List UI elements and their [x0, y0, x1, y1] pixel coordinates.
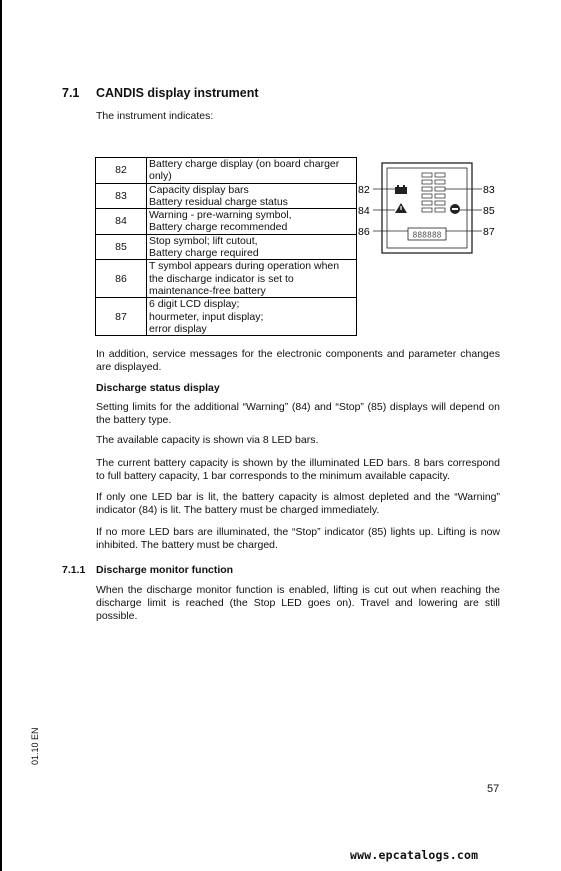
legend-row-description	[147, 209, 357, 235]
legend-row-description	[147, 158, 357, 184]
stop-symbol-icon	[450, 204, 460, 214]
legend-description-line: Warning - pre-warning symbol,	[149, 209, 292, 222]
legend-description-line: Stop symbol; lift cutout,	[149, 234, 258, 247]
legend-description-line: Battery residual charge status	[149, 195, 288, 208]
section-number: 7.1	[62, 86, 80, 100]
legend-description-line: the discharge indicator is set to	[149, 272, 294, 285]
legend-row	[96, 298, 357, 336]
legend-description-line: only)	[149, 170, 172, 183]
callout-82: 82	[358, 184, 370, 196]
legend-description-line: Battery charge display (on board charger	[149, 158, 340, 170]
legend-row	[96, 183, 357, 209]
discharge-paragraph-3: The current battery capacity is shown by the illuminated LED bars. 8 bars correspond to full battery capacity, 1 bar corresponds to the minimum available capacity.	[96, 457, 500, 482]
section-title: CANDIS display instrument	[96, 86, 259, 100]
lcd-digits: 888888	[412, 230, 442, 240]
service-paragraph: In addition, service messages for the electronic components and parameter changes are displayed.	[96, 348, 500, 373]
candis-panel-drawing	[356, 158, 501, 258]
legend-description-line: T symbol appears during operation when	[149, 260, 340, 273]
discharge-heading: Discharge status display	[96, 382, 220, 394]
discharge-paragraph-1: Setting limits for the additional “Warning” (84) and “Stop” (85) displays will depend on the battery type.	[96, 401, 500, 426]
callout-87: 87	[483, 226, 495, 238]
document-code: 01.10 EN	[30, 727, 40, 765]
legend-description-line: Battery charge required	[149, 247, 259, 260]
legend-row-number: 84	[96, 209, 147, 235]
legend-row-description	[147, 298, 357, 336]
candis-panel-figure	[356, 158, 501, 258]
legend-row	[96, 234, 357, 260]
legend-row-number: 83	[96, 183, 147, 209]
discharge-paragraph-2: The available capacity is shown via 8 LED bars.	[96, 434, 319, 446]
legend-description-line: Capacity display bars	[149, 183, 249, 196]
legend-row	[96, 260, 357, 298]
legend-row-number: 87	[96, 298, 147, 336]
legend-row	[96, 209, 357, 235]
legend-description-line: Battery charge recommended	[149, 221, 288, 234]
legend-row-description	[147, 183, 357, 209]
monitor-paragraph: When the discharge monitor function is enabled, lifting is cut out when reaching the discharge limit is reached (the Stop LED goes on). Travel and lowering are still possible.	[96, 584, 500, 622]
subsection-title: Discharge monitor function	[96, 564, 234, 576]
legend-row-number: 86	[96, 260, 147, 298]
legend-table	[95, 157, 357, 336]
legend-description-line: error display	[149, 322, 207, 335]
callout-83: 83	[483, 184, 495, 196]
intro-text: The instrument indicates:	[96, 110, 214, 122]
callout-86: 86	[358, 226, 370, 238]
footer-website-link[interactable]: www.epcatalogs.com	[350, 848, 479, 862]
discharge-paragraph-5: If no more LED bars are illuminated, the “Stop” indicator (85) lights up. Lifting is now inhibited. The battery must be charged.	[96, 526, 500, 551]
legend-row-description	[147, 234, 357, 260]
legend-row	[96, 158, 357, 184]
legend-description-line: 6 digit LCD display;	[149, 298, 240, 311]
legend-row-number: 82	[96, 158, 147, 184]
discharge-paragraph-4: If only one LED bar is lit, the battery capacity is almost depleted and the “Warning” indicator (84) is lit. The battery must be charged immediately.	[96, 491, 500, 516]
callout-84: 84	[358, 205, 370, 217]
subsection-number: 7.1.1	[62, 564, 86, 576]
legend-description-line: maintenance-free battery	[149, 284, 266, 297]
callout-85: 85	[483, 205, 495, 217]
page-left-rule	[0, 0, 2, 871]
legend-row-number: 85	[96, 234, 147, 260]
legend-row-description	[147, 260, 357, 298]
legend-description-line: hourmeter, input display;	[149, 310, 264, 323]
page-number: 57	[487, 783, 500, 795]
